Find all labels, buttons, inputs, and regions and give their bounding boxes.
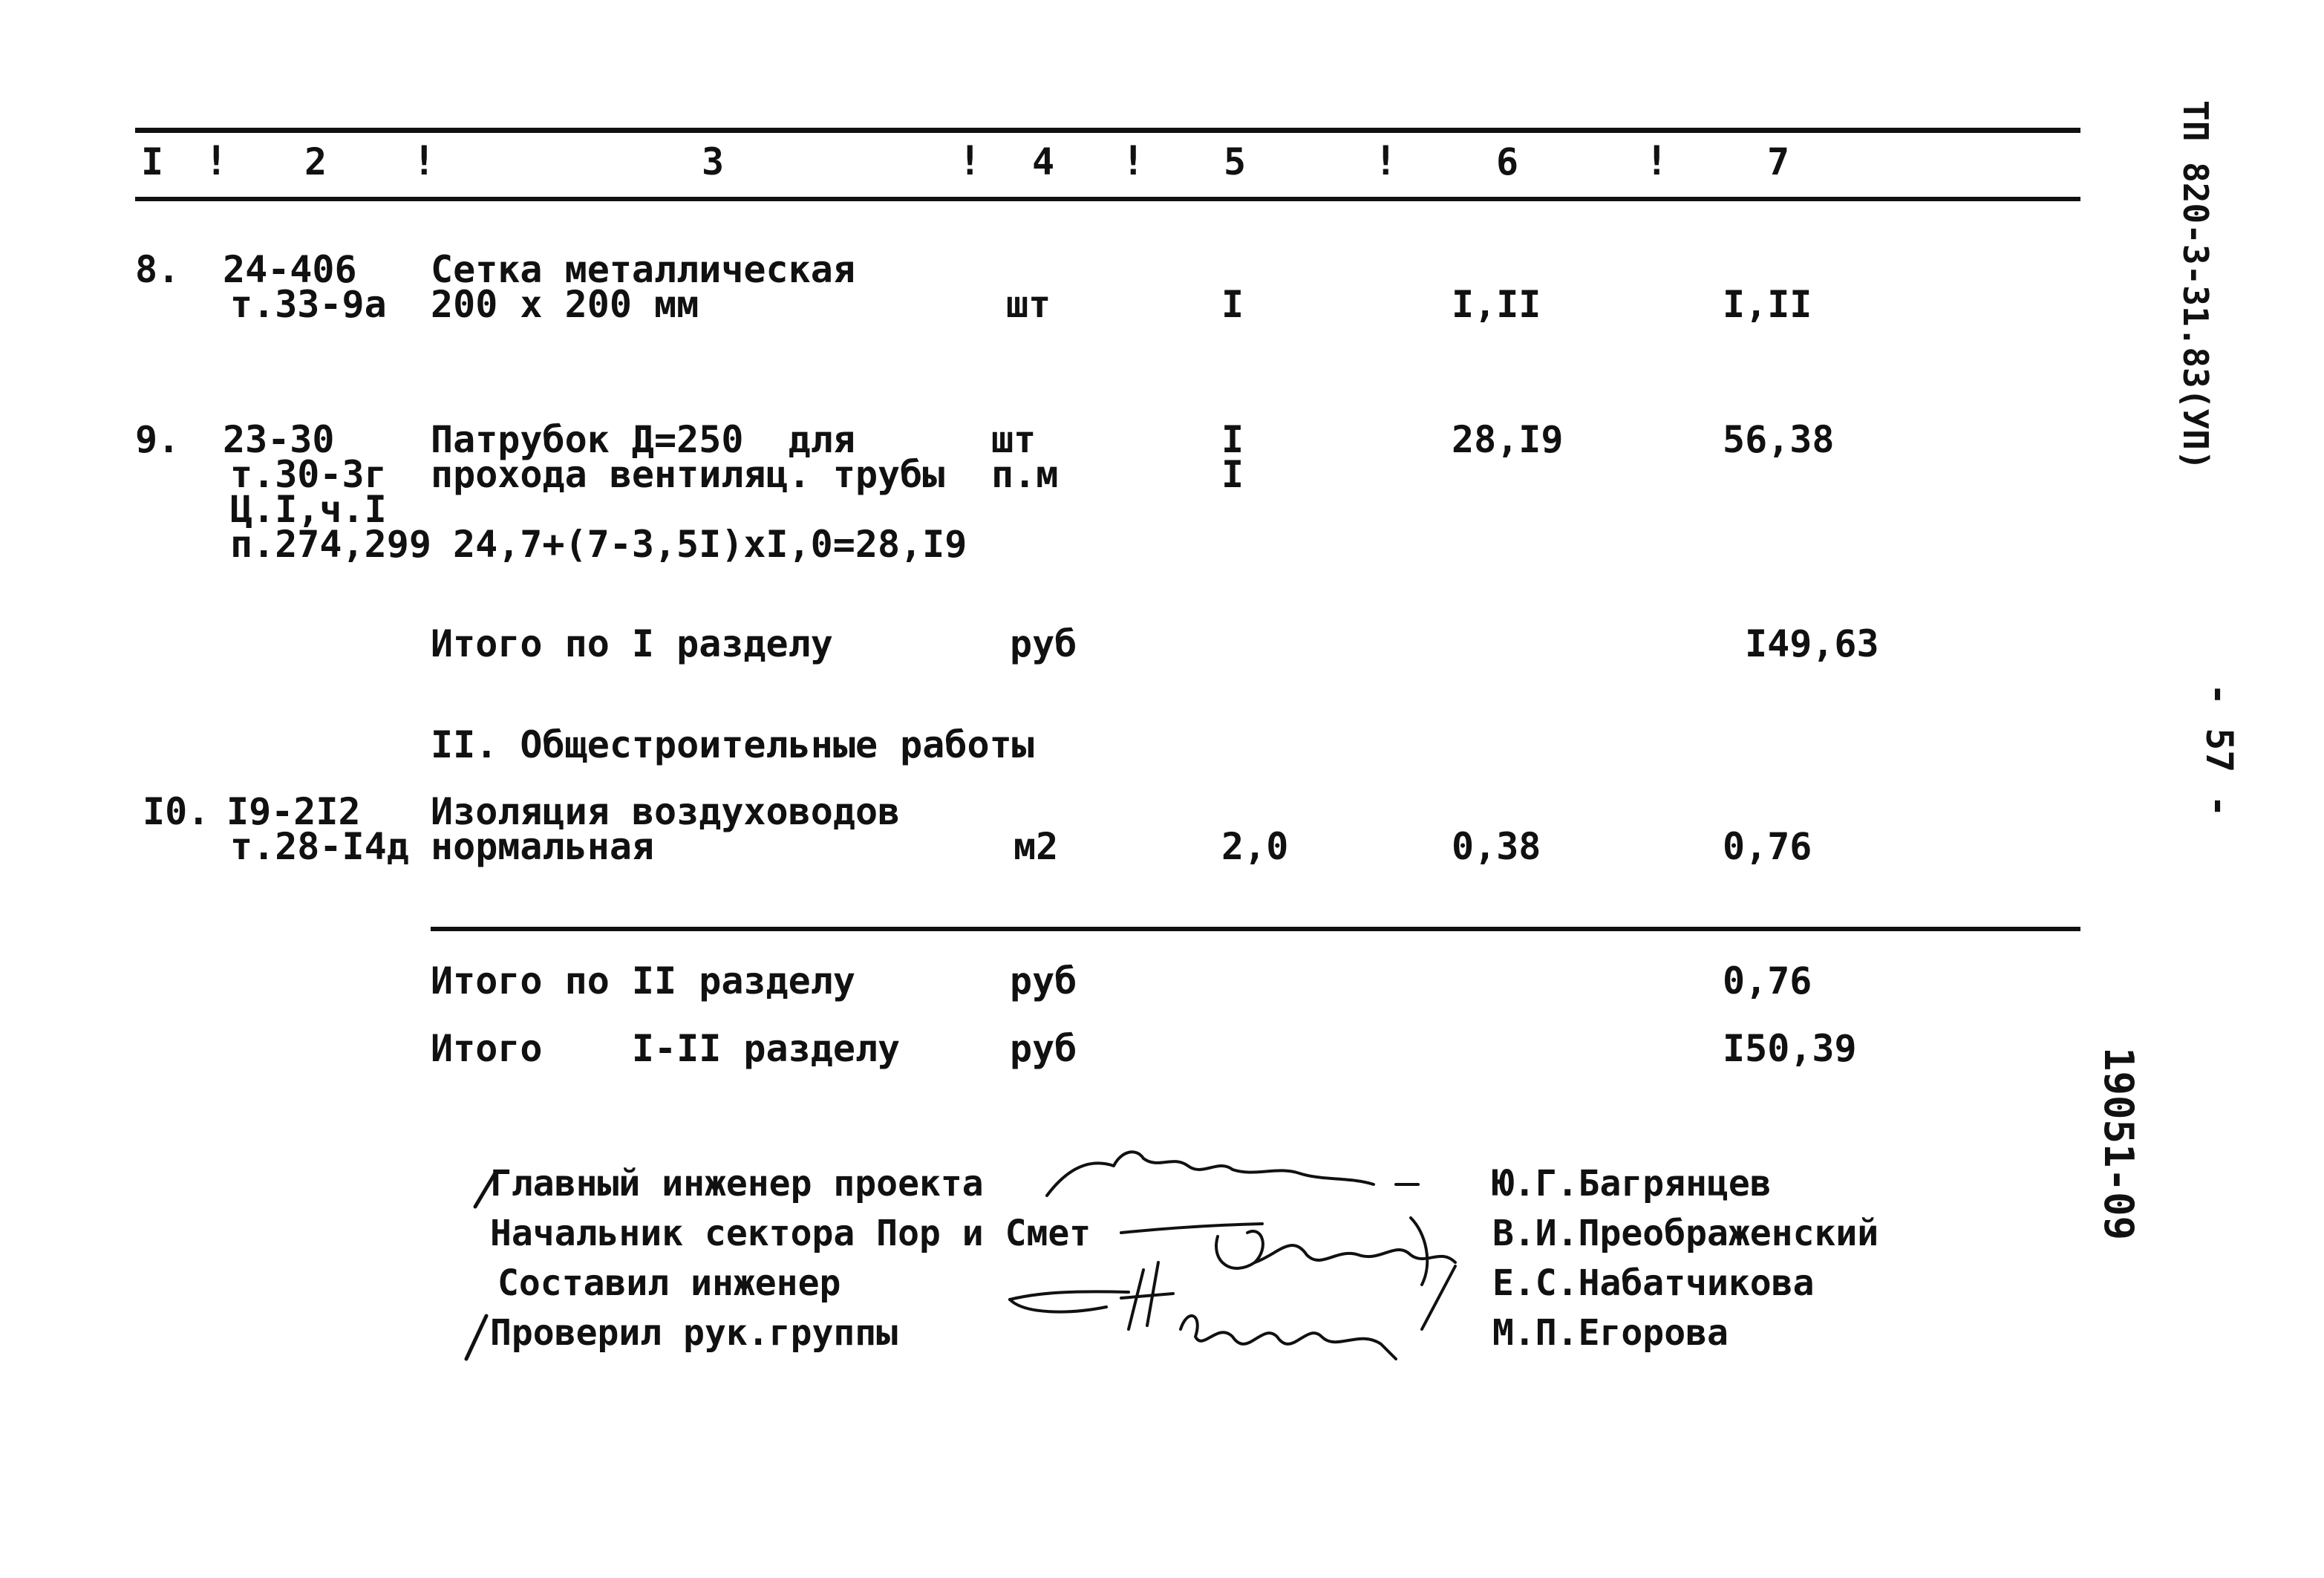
- row-qty: I: [1221, 283, 1244, 326]
- row-total: 0,76: [1723, 825, 1812, 868]
- col-sep: !: [204, 137, 229, 184]
- row-name: Изоляция воздуховодов: [431, 790, 901, 833]
- row-name: Сетка металлическая: [431, 248, 855, 291]
- signatory-role: Проверил рук.группы: [490, 1312, 898, 1354]
- row-number: 9.: [135, 418, 180, 461]
- row-name: нормальная: [431, 825, 655, 868]
- signatory-role: Начальник сектора Пор и Смет: [490, 1213, 1091, 1254]
- row-code: Ц.I,ч.I: [230, 488, 387, 531]
- subtotal-value: 0,76: [1723, 959, 1812, 1002]
- signatory-name: В.И.Преображенский: [1492, 1213, 1879, 1254]
- col-header-5: 5: [1224, 140, 1247, 183]
- col-header-2: 2: [304, 140, 327, 183]
- signatory-role: Составил инженер: [497, 1262, 841, 1304]
- subtotal-label: Итого по I разделу: [431, 622, 833, 665]
- row-qty: 2,0: [1221, 825, 1289, 868]
- row-total: 56,38: [1723, 418, 1835, 461]
- section-title: II. Общестроительные работы: [431, 723, 1034, 766]
- row-name: Патрубок Д=250 для: [431, 418, 855, 461]
- subtotal-value: I49,63: [1745, 622, 1879, 665]
- col-header-1: I: [141, 140, 164, 183]
- row-price: 28,I9: [1452, 418, 1564, 461]
- row-price: 0,38: [1452, 825, 1541, 868]
- row-code: п.274,299: [230, 523, 431, 566]
- row-total: I,II: [1723, 283, 1812, 326]
- row-calc: 24,7+(7-3,5I)xI,0=28,I9: [453, 523, 967, 566]
- col-sep: !: [1645, 137, 1669, 184]
- subtotal-label: Итого по II разделу: [431, 959, 855, 1002]
- subtotal-unit: руб: [1010, 959, 1077, 1002]
- row-unit: шт: [1006, 283, 1051, 326]
- row-name: 200 x 200 мм: [431, 283, 699, 326]
- col-sep: !: [1374, 137, 1398, 184]
- col-header-6: 6: [1496, 140, 1519, 183]
- signatory-role: Главный инженер проекта: [490, 1163, 984, 1204]
- col-header-7: 7: [1767, 140, 1790, 183]
- row-unit: п.м: [991, 453, 1059, 496]
- total-value: I50,39: [1723, 1027, 1857, 1070]
- row-unit: м2: [1014, 825, 1059, 868]
- row-number: I0.: [143, 790, 210, 833]
- total-label: Итого I-II разделу: [431, 1027, 901, 1070]
- row-unit: шт: [991, 418, 1037, 461]
- row-code: т.28-I4д: [230, 825, 409, 868]
- row-code: I9-2I2: [226, 790, 361, 833]
- row-qty: I: [1221, 418, 1244, 461]
- total-unit: руб: [1010, 1027, 1077, 1070]
- page-number: - 57 -: [2198, 683, 2241, 818]
- signatory-name: Е.С.Набатчикова: [1492, 1262, 1815, 1304]
- subtotal-unit: руб: [1010, 622, 1077, 665]
- row-code: т.33-9а: [230, 283, 387, 326]
- row-code: т.30-3г: [230, 453, 387, 496]
- col-sep: !: [958, 137, 982, 184]
- col-header-3: 3: [702, 140, 725, 183]
- row-number: 8.: [135, 248, 180, 291]
- row-name: прохода вентиляц. трубы: [431, 453, 945, 496]
- row-code: 23-30: [223, 418, 335, 461]
- col-sep: !: [1121, 137, 1146, 184]
- row-price: I,II: [1452, 283, 1541, 326]
- row-qty: I: [1221, 453, 1244, 496]
- doc-code: ТП 820-3-31.83(УП): [2176, 100, 2216, 471]
- signatory-name: Ю.Г.Багрянцев: [1492, 1163, 1772, 1204]
- col-header-4: 4: [1032, 140, 1055, 183]
- signatory-name: М.П.Егорова: [1492, 1312, 1729, 1354]
- row-code: 24-406: [223, 248, 357, 291]
- registration-number: 19051-09: [2095, 1047, 2142, 1241]
- col-sep: !: [412, 137, 437, 184]
